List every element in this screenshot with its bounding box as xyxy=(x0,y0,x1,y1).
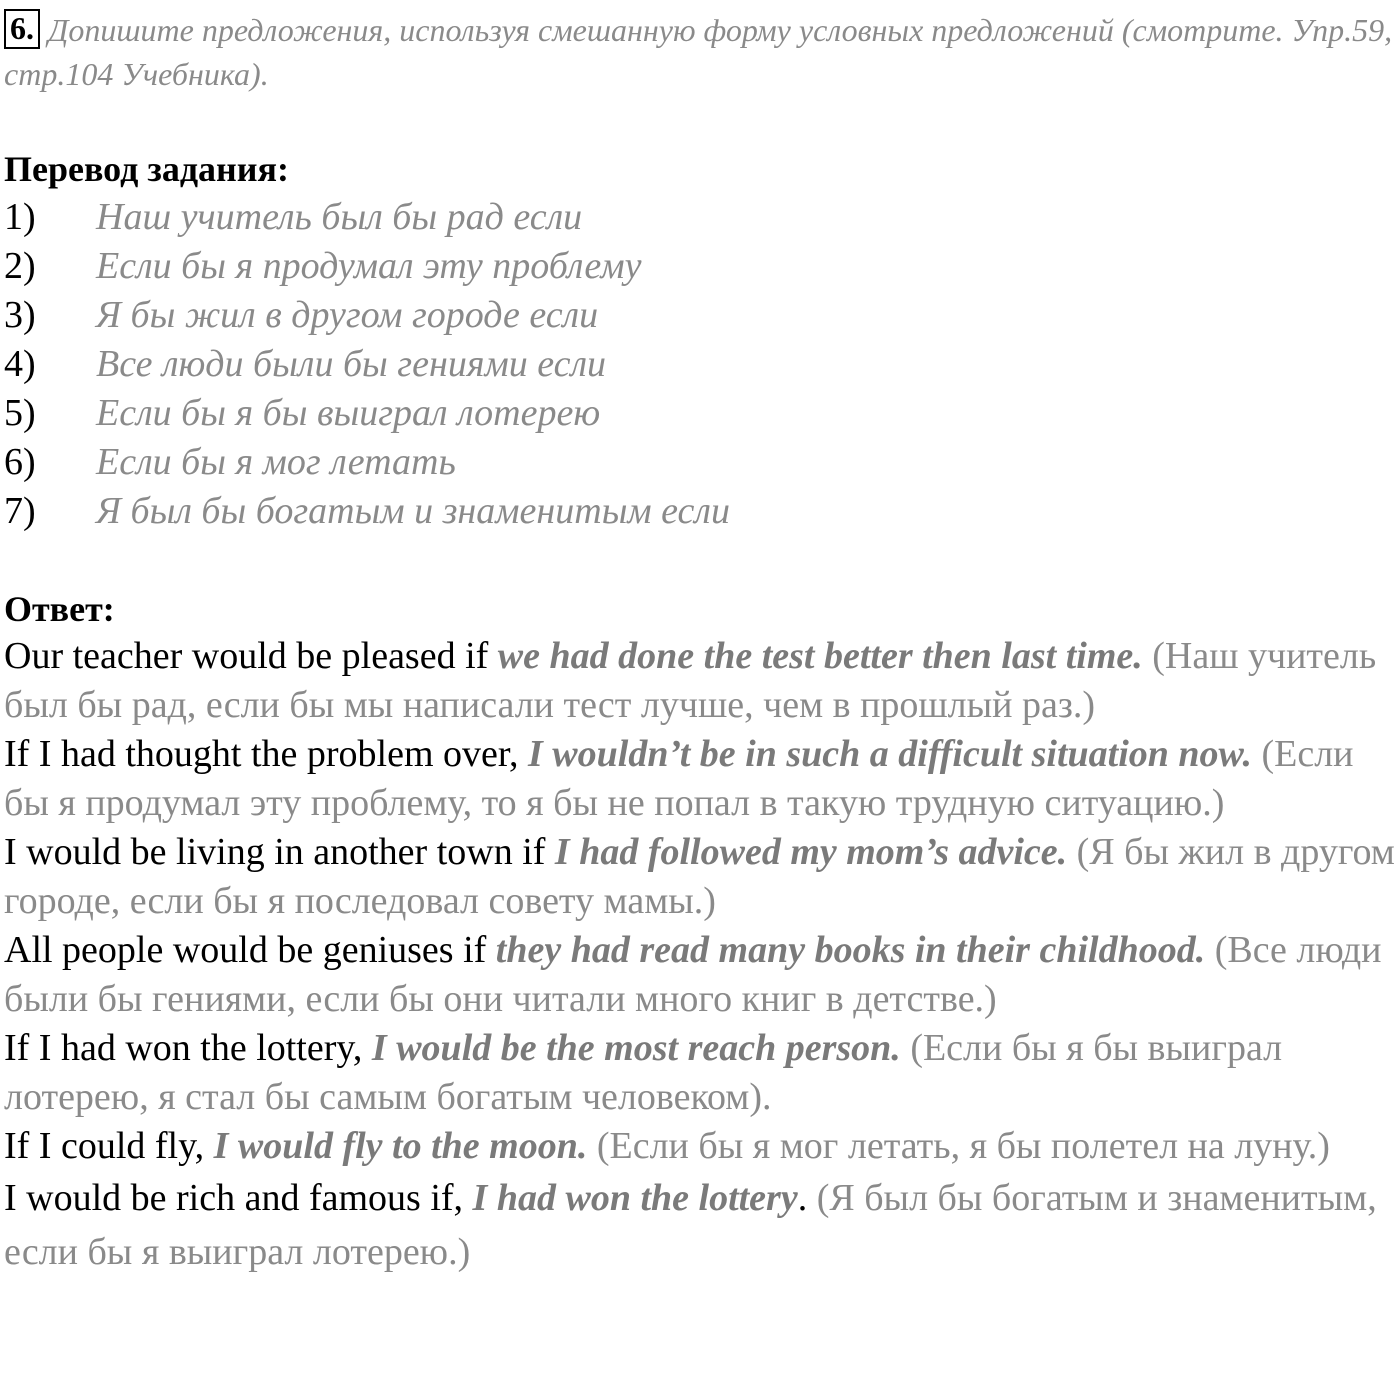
answer-title: Ответ: xyxy=(4,589,115,629)
answer-completion: we had done the test better then last time. xyxy=(497,635,1143,677)
answer-paragraph xyxy=(4,1122,1400,1171)
item-text: Наш учитель был бы рад если xyxy=(96,196,583,238)
answer-paragraph xyxy=(4,828,1400,926)
item-number: 4) xyxy=(4,343,36,385)
answer-paragraph xyxy=(4,1024,1400,1122)
item-number: 2) xyxy=(4,245,36,287)
answer-completion: I would fly to the moon. xyxy=(213,1125,588,1167)
answer-paragraph xyxy=(4,730,1400,828)
answer-translation: (Наш учитель был бы рад, если бы мы написали тест лучше, чем в прошлый раз.) xyxy=(4,635,1377,726)
answers-block xyxy=(4,632,1400,1279)
answer-paragraph xyxy=(4,632,1400,730)
answer-translation: (Я был бы богатым и знаменитым, если бы я выиграл лотерею.) xyxy=(4,1177,1377,1273)
item-number: 1) xyxy=(4,196,36,238)
answer-paragraph xyxy=(4,1171,1400,1279)
list-item xyxy=(0,389,1400,438)
task-instruction: Допишите предложения, используя смешанную форму условных предложений (смотрите. Упр.59, стр.104 Учебника). xyxy=(4,12,1393,92)
item-text: Я бы жил в другом городе если xyxy=(96,294,599,336)
answer-translation: (Если бы я мог летать, я бы полетел на луну.) xyxy=(587,1125,1330,1167)
answer-completion: I would be the most reach person. xyxy=(371,1027,901,1069)
item-text: Если бы я бы выиграл лотерею xyxy=(96,392,601,434)
item-number: 3) xyxy=(4,294,36,336)
list-item xyxy=(0,242,1400,291)
list-item xyxy=(0,438,1400,487)
item-text: Я был бы богатым и знаменитым если xyxy=(96,490,730,532)
answer-sentence-start: All people would be geniuses if xyxy=(4,929,496,971)
list-item xyxy=(0,193,1400,242)
answer-sentence-start: I would be rich and famous if, xyxy=(4,1177,473,1219)
list-item xyxy=(0,291,1400,340)
answer-translation: (Если бы я бы выиграл лотерею, я стал бы самым богатым человеком). xyxy=(4,1027,1283,1118)
item-number: 7) xyxy=(4,490,36,532)
item-text: Если бы я продумал эту проблему xyxy=(96,245,642,287)
item-number: 6) xyxy=(4,441,36,483)
task-number-box: 6. xyxy=(4,9,40,49)
item-text: Если бы я мог летать xyxy=(96,441,456,483)
list-item xyxy=(0,340,1400,389)
answer-sentence-start: I would be living in another town if xyxy=(4,831,555,873)
answer-sentence-start: If I had won the lottery, xyxy=(4,1027,372,1069)
answer-completion: I wouldn’t be in such a difficult situation now. xyxy=(528,733,1252,775)
answer-translation: (Я бы жил в другом городе, если бы я последовал совету мамы.) xyxy=(4,831,1395,922)
answer-completion: I had won the lottery xyxy=(472,1177,798,1219)
answer-sentence-start: If I had thought the problem over, xyxy=(4,733,529,775)
answer-translation: (Все люди были бы гениями, если бы они читали много книг в детстве.) xyxy=(4,929,1382,1020)
item-text: Все люди были бы гениями если xyxy=(96,343,607,385)
list-item xyxy=(0,487,1400,536)
answer-sentence-start: If I could fly, xyxy=(4,1125,214,1167)
task-header xyxy=(4,8,1396,96)
answer-translation: (Если бы я продумал эту проблему, то я бы не попал в такую трудную ситуацию.) xyxy=(4,733,1354,824)
answer-completion: I had followed my mom’s advice. xyxy=(554,831,1068,873)
translation-list xyxy=(0,193,1400,536)
answer-completion: they had read many books in their childhood. xyxy=(495,929,1206,971)
answer-sentence-start: Our teacher would be pleased if xyxy=(4,635,498,677)
answer-paragraph xyxy=(4,926,1400,1024)
translation-title: Перевод задания: xyxy=(4,149,289,189)
answer-sentence-end: . xyxy=(797,1177,817,1219)
item-number: 5) xyxy=(4,392,36,434)
